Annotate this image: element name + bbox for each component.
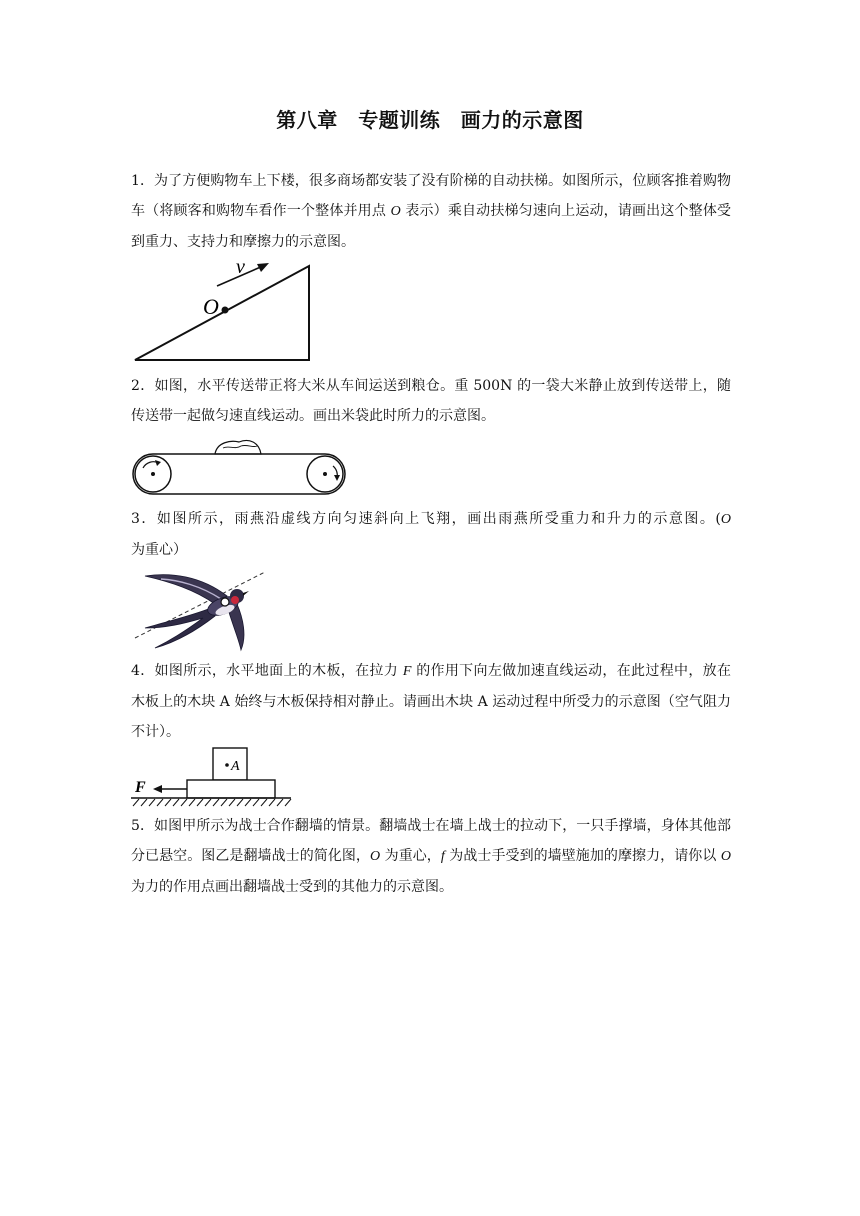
question-5: 5．如图甲所示为战士合作翻墙的情景。翻墙战士在墙上战士的拉动下，一只手撑墙，身体其他部分已悬空。图乙是翻墙战士的简化图，O 为重心，f 为战士手受到的墙壁施加的摩擦力，请你以 O 为力的作用点画出翻墙战士受到的其他力的示意图。 <box>131 818 732 895</box>
ground-hatch <box>133 799 291 806</box>
velocity-arrowhead <box>257 263 269 272</box>
point-o-label: O <box>203 294 219 319</box>
question-2: 2．如图，水平传送带正将大米从车间运送到粮仓。重 500N 的一袋大米静止放到传送带上，随传送带一起做匀速直线运动。画出米袋此时所力的示意图。 <box>131 378 731 424</box>
question-4: 4．如图所示，水平地面上的木板，在拉力 F 的作用下向左做加速直线运动，在此过程中，放在木板上的木块 A 始终与木板保持相对静止。请画出木块 A 运动过程中所受力的示意图（空气阻力不计）。 <box>131 663 732 740</box>
conveyor-belt-figure <box>131 434 351 498</box>
force-f-label: F <box>135 779 146 796</box>
force-f-arrowhead <box>153 785 162 793</box>
point-o <box>222 307 229 314</box>
escalator-figure <box>131 258 316 364</box>
block-a <box>213 748 247 780</box>
incline-triangle <box>135 266 309 360</box>
question-1: 1．为了方便购物车上下楼，很多商场都安装了没有阶梯的自动扶梯。如图所示，位顾客推着购物车（将顾客和购物车看作一个整体并用点 O 表示）乘自动扶梯匀速向上运动，请画出这个整体受到重力、支持力和摩擦力的示意图。 <box>131 173 731 250</box>
velocity-label: v <box>236 256 245 278</box>
board-block-figure <box>131 744 293 808</box>
swallow-figure <box>131 566 271 652</box>
swallow-upper-wing <box>145 575 227 604</box>
wooden-board <box>187 780 275 798</box>
page-title: 第八章 专题训练 画力的示意图 <box>276 108 584 132</box>
question-3: 3．如图所示，雨燕沿虚线方向匀速斜向上飞翔，画出雨燕所受重力和升力的示意图。(O 为重心） <box>131 511 731 558</box>
center-of-gravity-o <box>221 598 229 606</box>
block-a-label: A <box>231 759 240 774</box>
